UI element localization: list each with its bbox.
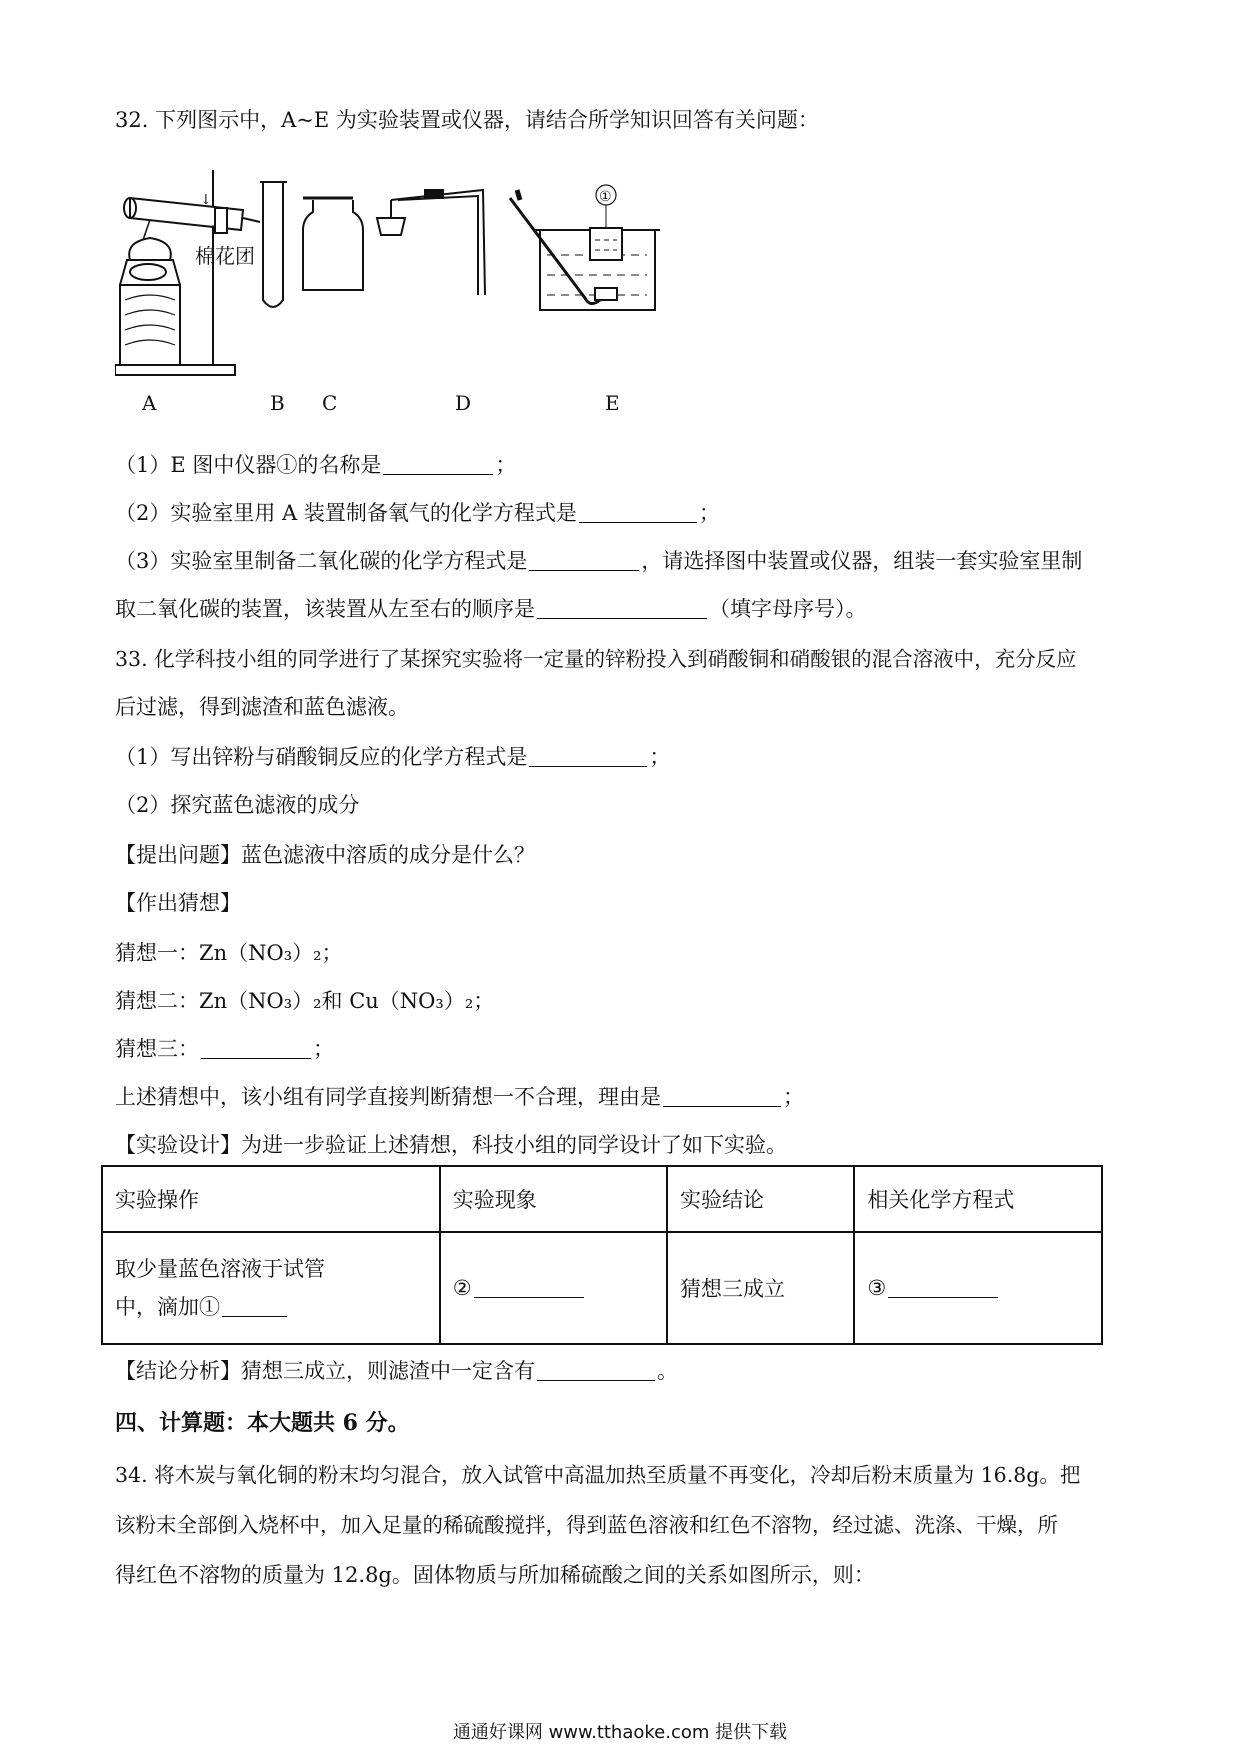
operation-line-1: 取少量蓝色溶液于试管	[115, 1257, 325, 1281]
answer-blank[interactable]	[201, 1038, 311, 1059]
equation-marker: ③	[867, 1276, 887, 1300]
apparatus-a	[115, 170, 260, 375]
q33-guess-title: 【作出猜想】	[115, 891, 241, 915]
answer-blank[interactable]	[537, 598, 707, 619]
footer: 通通好课网 www.tthaoke.com 提供下载	[452, 1722, 788, 1743]
q33-reason	[115, 1082, 804, 1112]
apparatus-d	[377, 190, 485, 295]
table-row	[102, 1232, 1102, 1344]
table-header: 相关化学方程式	[854, 1166, 1102, 1232]
answer-blank[interactable]	[888, 1277, 998, 1298]
answer-blank[interactable]	[222, 1296, 287, 1317]
q34-line-3: 得红色不溶物的质量为 12.8g。固体物质与所加稀硫酸之间的关系如图所示，则：	[115, 1563, 875, 1587]
operation-line-2-text: 中，滴加①	[115, 1295, 220, 1319]
q32-part1-end: ；	[495, 453, 517, 477]
q33-part1	[115, 742, 670, 772]
q33-analysis-end: 。	[657, 1359, 678, 1383]
label-a: A	[142, 391, 157, 415]
apparatus-drawing	[115, 160, 775, 425]
q32-part3-mid: ，请选择图中装置或仪器，组装一套实验室里制	[641, 549, 1083, 573]
table-cell-equation	[854, 1232, 1102, 1344]
apparatus-e	[510, 185, 660, 310]
q33-question: 【提出问题】蓝色滤液中溶质的成分是什么？	[115, 843, 535, 867]
apparatus-figure	[115, 160, 775, 425]
q33-stem-1: 33. 化学科技小组的同学进行了某探究实验将一定量的锌粉投入到硝酸铜和硝酸银的混合溶液中，充分反应	[115, 647, 1077, 671]
q32-part3b-end: （填字母序号）。	[709, 597, 867, 621]
answer-blank[interactable]	[529, 746, 647, 767]
q32-part3b-text: 取二氧化碳的装置，该装置从左至右的顺序是	[115, 597, 535, 621]
q32-part3	[115, 546, 1082, 576]
q32-part1	[115, 450, 516, 480]
q32-part2-text: （2）实验室里用 A 装置制备氧气的化学方程式是	[115, 501, 577, 525]
experiment-table	[101, 1165, 1103, 1345]
section-4-title: 四、计算题：本大题共 6 分。	[115, 1410, 410, 1436]
label-d: D	[455, 391, 472, 415]
answer-blank[interactable]	[383, 454, 493, 475]
answer-blank[interactable]	[474, 1277, 584, 1298]
answer-blank[interactable]	[663, 1086, 781, 1107]
q32-part2	[115, 498, 720, 528]
q33-part2: （2）探究蓝色滤液的成分	[115, 793, 360, 817]
label-e: E	[605, 391, 620, 415]
q33-part1-end: ；	[649, 745, 671, 769]
q33-reason-text: 上述猜想中，该小组有同学直接判断猜想一不合理，理由是	[115, 1085, 661, 1109]
q33-guess-2: 猜想二：Zn（NO₃）₂和 Cu（NO₃）₂；	[115, 989, 495, 1013]
answer-blank[interactable]	[579, 502, 697, 523]
answer-blank[interactable]	[529, 550, 639, 571]
q33-guess-3	[115, 1034, 334, 1064]
cotton-label: 棉花团	[195, 244, 255, 268]
apparatus-c	[303, 198, 363, 290]
circle-label: ①	[599, 189, 612, 205]
q32-stem: 32. 下列图示中，A~E 为实验装置或仪器，请结合所学知识回答有关问题：	[115, 108, 819, 132]
q33-reason-end: ；	[783, 1085, 804, 1109]
q33-analysis	[115, 1356, 678, 1386]
svg-text:↓: ↓	[200, 192, 212, 208]
table-cell-conclusion: 猜想三成立	[667, 1232, 854, 1344]
q33-design: 【实验设计】为进一步验证上述猜想，科技小组的同学设计了如下实验。	[115, 1133, 787, 1157]
table-header: 实验操作	[102, 1166, 440, 1232]
q32-part2-end: ；	[698, 501, 720, 525]
q33-guess-3-end: ；	[313, 1037, 334, 1061]
q34-line-1: 34. 将木炭与氧化铜的粉末均匀混合，放入试管中高温加热至质量不再变化，冷却后粉末质量为 16.8g。把	[115, 1463, 1081, 1487]
operation-line-2	[115, 1288, 427, 1326]
label-c: C	[322, 391, 338, 415]
table-cell-phenomenon	[440, 1232, 667, 1344]
q33-stem-2: 后过滤，得到滤渣和蓝色滤液。	[115, 695, 409, 719]
q32-part3-cont	[115, 594, 867, 624]
label-b: B	[270, 391, 285, 415]
apparatus-b	[260, 182, 287, 307]
q32-part3-text: （3）实验室里制备二氧化碳的化学方程式是	[115, 549, 528, 573]
q33-guess-1: 猜想一：Zn（NO₃）₂；	[115, 941, 343, 965]
q34-line-2: 该粉末全部倒入烧杯中，加入足量的稀硫酸搅拌，得到蓝色溶液和红色不溶物，经过滤、洗涤、干燥，所	[115, 1513, 1058, 1537]
q32-part1-text: （1）E 图中仪器①的名称是	[115, 453, 382, 477]
table-header-row	[102, 1166, 1102, 1232]
q33-part1-text: （1）写出锌粉与硝酸铜反应的化学方程式是	[115, 745, 528, 769]
table-header: 实验现象	[440, 1166, 667, 1232]
phenomenon-marker: ②	[452, 1276, 472, 1300]
q33-guess-3-text: 猜想三：	[115, 1037, 199, 1061]
table-cell-operation	[102, 1232, 440, 1344]
q33-analysis-text: 【结论分析】猜想三成立，则滤渣中一定含有	[115, 1359, 535, 1383]
answer-blank[interactable]	[537, 1360, 655, 1381]
table-header: 实验结论	[667, 1166, 854, 1232]
